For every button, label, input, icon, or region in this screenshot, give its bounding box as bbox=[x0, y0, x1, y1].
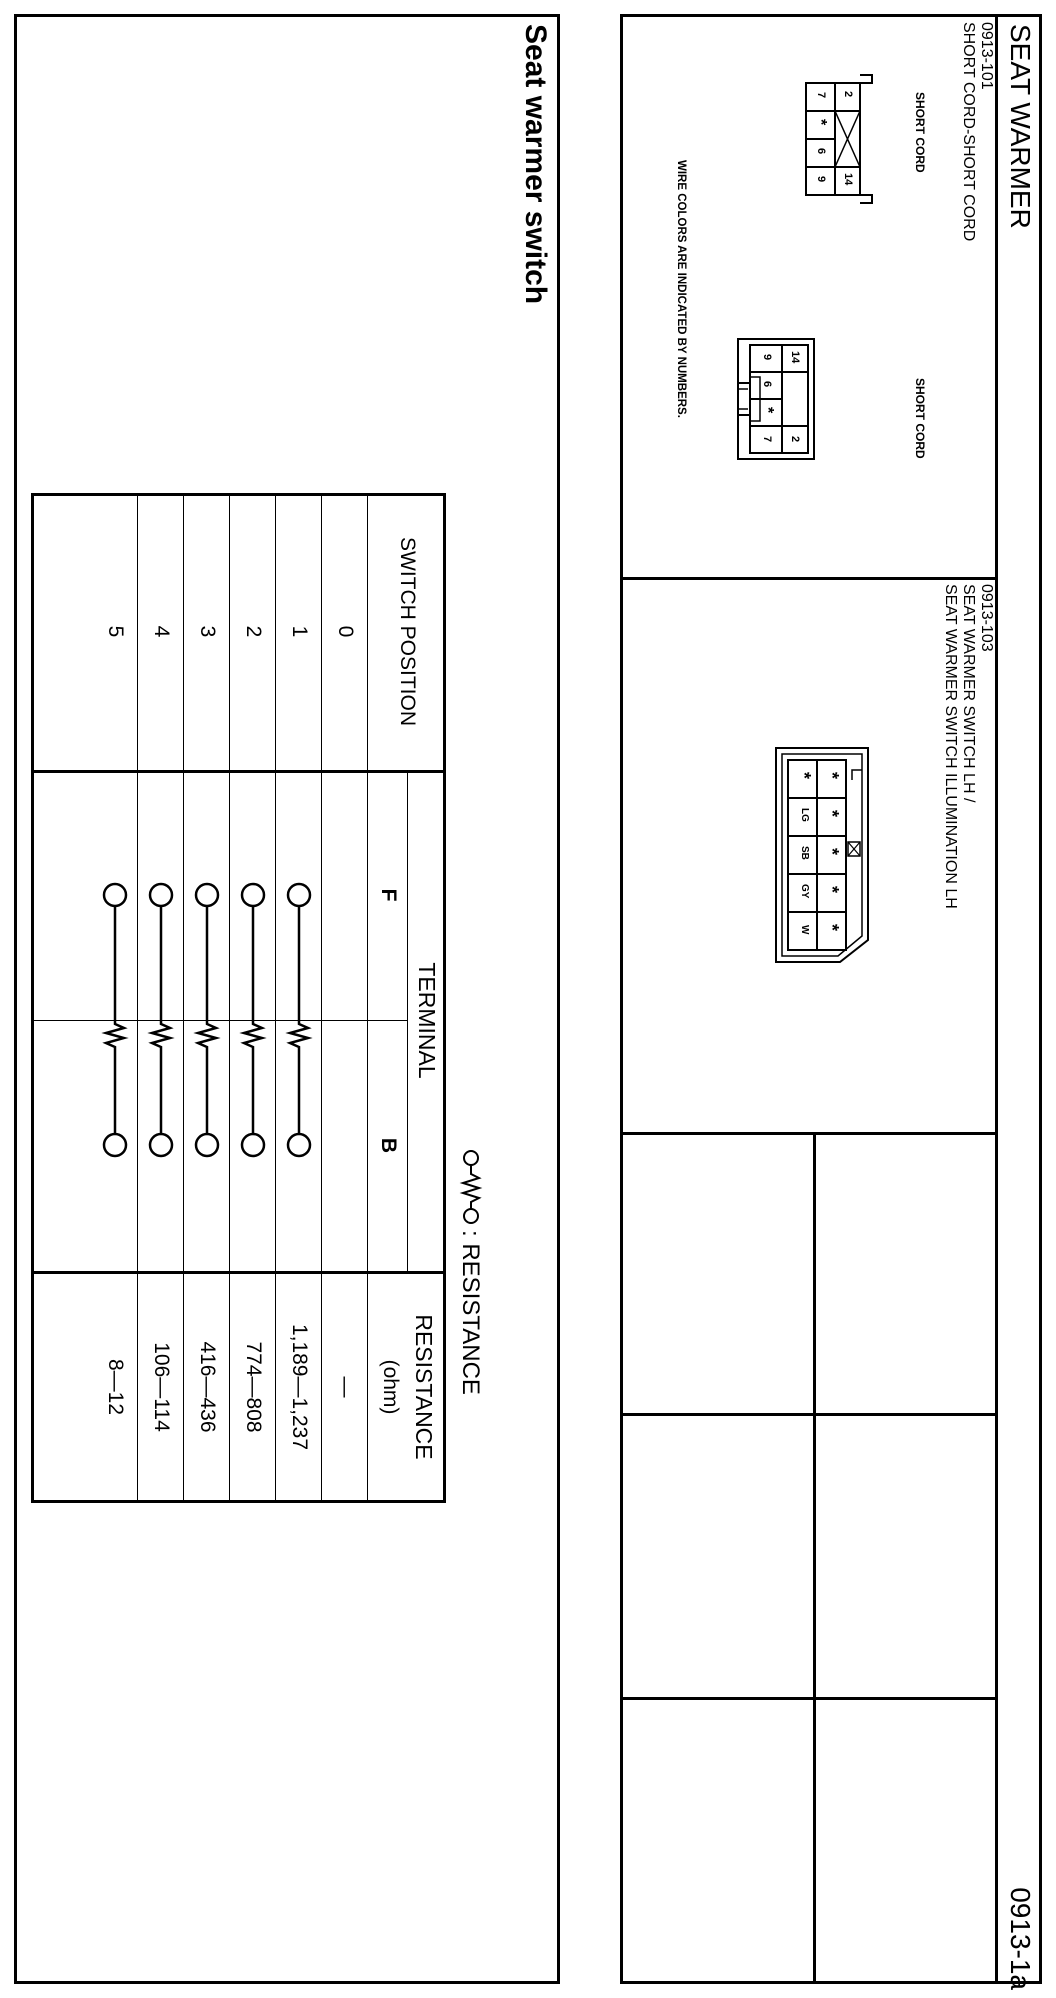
pin-label: * bbox=[822, 886, 842, 894]
pin-label: 6 bbox=[761, 381, 773, 388]
connector-1-code: 0913-101 bbox=[978, 22, 995, 90]
pin-label: * bbox=[812, 119, 829, 126]
table-row bbox=[138, 493, 184, 1503]
header-resistance-line1: RESISTANCE bbox=[411, 1314, 438, 1460]
resistance-symbol-icon bbox=[276, 770, 322, 1020]
pin-label: * bbox=[822, 848, 842, 856]
resistance-symbol-icon bbox=[230, 1020, 276, 1271]
resistance-symbol-icon bbox=[184, 1020, 230, 1271]
table-row bbox=[276, 493, 322, 1503]
connector-1-name: SHORT CORD-SHORT CORD bbox=[960, 22, 977, 242]
row-resistance: 106—114 bbox=[150, 1342, 173, 1432]
pin-label: SB bbox=[799, 846, 810, 860]
resistance-table bbox=[31, 493, 446, 1503]
header-resistance-line2: (ohm) bbox=[379, 1359, 402, 1415]
row-resistance: 1,189—1,237 bbox=[288, 1323, 311, 1451]
connector-1-left-label: SHORT CORD bbox=[913, 92, 927, 173]
resistance-symbol-icon bbox=[138, 770, 184, 1020]
pin-label: * bbox=[759, 407, 776, 414]
page-code: 0913-1a bbox=[1005, 1887, 1036, 1990]
cell-divider bbox=[620, 1697, 998, 1700]
pin-label: * bbox=[822, 810, 842, 818]
title-divider bbox=[995, 14, 998, 1984]
resistance-legend-text: : RESISTANCE bbox=[457, 1230, 484, 1395]
header-switch-position: SWITCH POSITION bbox=[396, 537, 419, 726]
cell-divider bbox=[620, 577, 998, 580]
pin-label: * bbox=[822, 772, 842, 780]
row-position: 3 bbox=[196, 625, 219, 638]
table-row bbox=[230, 493, 276, 1503]
connector-1-right-label: SHORT CORD bbox=[913, 378, 927, 459]
resistance-symbol-icon bbox=[92, 770, 138, 1020]
pin-label: 9 bbox=[761, 354, 773, 361]
pin-label: 7 bbox=[761, 436, 773, 443]
connector-1-note: WIRE COLORS ARE INDICATED BY NUMBERS. bbox=[675, 160, 687, 418]
table-row bbox=[92, 493, 138, 1503]
table-row bbox=[322, 493, 368, 1503]
header-resistance bbox=[368, 1271, 446, 1503]
resistance-symbol-icon bbox=[230, 770, 276, 1020]
cell-divider bbox=[813, 1132, 816, 1984]
connector-1-left bbox=[804, 75, 878, 203]
row-position: 0 bbox=[334, 625, 357, 638]
cell-divider bbox=[620, 1413, 998, 1416]
row-resistance: 8—12 bbox=[104, 1358, 127, 1416]
switch-section-title: Seat warmer switch bbox=[519, 24, 552, 305]
pin-label: LG bbox=[799, 808, 810, 822]
resistance-symbol-icon bbox=[92, 1020, 138, 1271]
row-resistance: — bbox=[334, 1376, 357, 1398]
pin-label: W bbox=[799, 925, 810, 935]
pin-label: 14 bbox=[789, 351, 801, 364]
pin-label: 14 bbox=[842, 173, 854, 186]
resistance-symbol-icon bbox=[138, 1020, 184, 1271]
connector-2-line1: SEAT WARMER SWITCH LH / bbox=[960, 584, 977, 803]
resistance-symbol-icon bbox=[456, 1150, 486, 1224]
connector-2 bbox=[770, 740, 876, 966]
row-resistance: 416—436 bbox=[196, 1341, 219, 1433]
row-position: 2 bbox=[242, 625, 265, 638]
pin-label: 6 bbox=[815, 148, 827, 155]
pin-label: 2 bbox=[842, 91, 854, 98]
connector-2-code: 0913-103 bbox=[978, 584, 995, 652]
resistance-symbol-icon bbox=[276, 1020, 322, 1271]
header-terminal-b: B bbox=[377, 1137, 400, 1154]
row-resistance: 774—808 bbox=[242, 1341, 265, 1433]
connector-1-right bbox=[736, 333, 820, 465]
pin-label: 2 bbox=[789, 436, 801, 443]
resistance-symbol-icon bbox=[184, 770, 230, 1020]
resistance-legend bbox=[456, 1150, 486, 1480]
pin-label: * bbox=[822, 924, 842, 932]
row-position: 1 bbox=[288, 625, 311, 638]
header-terminal-f: F bbox=[377, 888, 400, 902]
table-row bbox=[184, 493, 230, 1503]
cell-divider bbox=[620, 1132, 998, 1135]
sheet-title: SEAT WARMER bbox=[1005, 24, 1036, 229]
pin-label: 9 bbox=[815, 176, 827, 183]
connector-2-line2: SEAT WARMER SWITCH ILLUMINATION LH bbox=[942, 584, 959, 909]
row-position: 5 bbox=[104, 625, 127, 638]
header-terminal: TERMINAL bbox=[414, 962, 441, 1079]
row-position: 4 bbox=[150, 625, 173, 638]
pin-label: GY bbox=[799, 884, 810, 899]
pin-label: 7 bbox=[815, 92, 827, 99]
pin-label: * bbox=[794, 772, 814, 780]
